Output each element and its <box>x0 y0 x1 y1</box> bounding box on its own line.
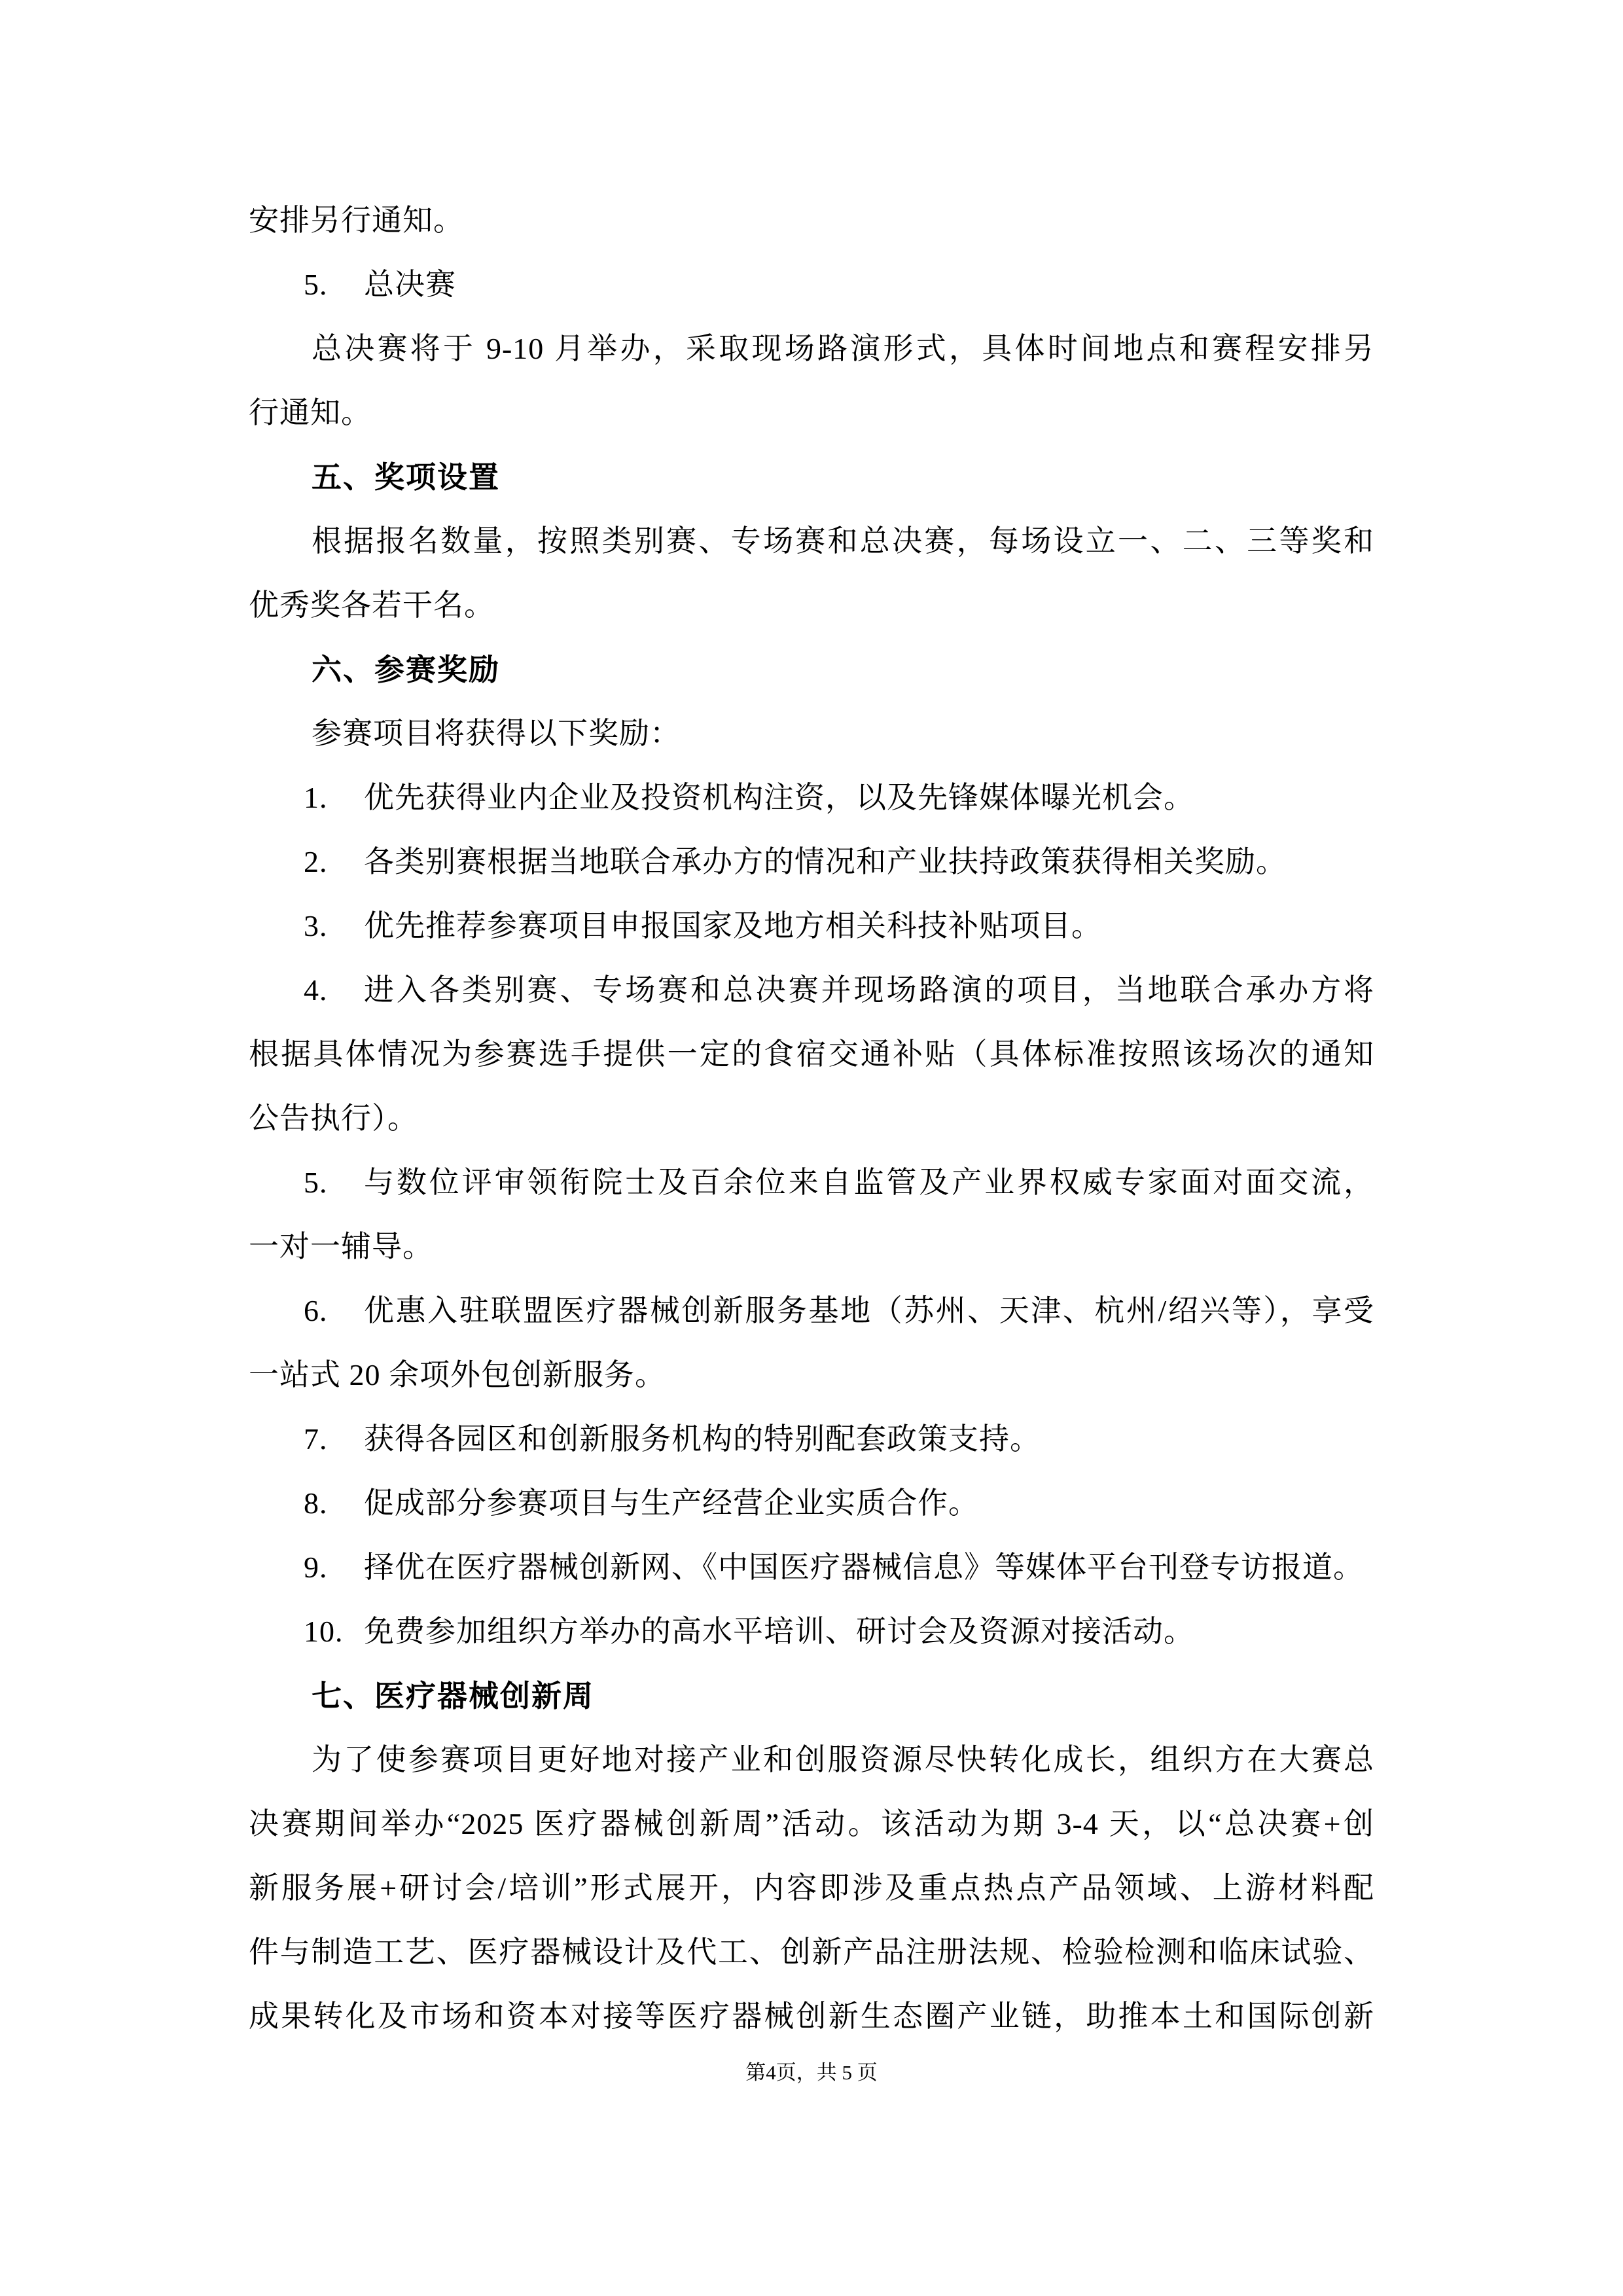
list-item-text: 各类别赛根据当地联合承办方的情况和产业扶持政策获得相关奖励。 <box>364 845 1287 878</box>
list-item-text: 总决赛 <box>364 268 456 301</box>
reward-item-6 <box>249 1279 1374 1343</box>
section-heading-innovation-week: 七、医疗器械创新周 <box>312 1679 594 1713</box>
reward-item-5 <box>249 1151 1374 1215</box>
list-item-text: 择优在医疗器械创新网、《中国医疗器械信息》等媒体平台刊登专访报道。 <box>364 1551 1364 1584</box>
para-innovation-week: 为了使参赛项目更好地对接产业和创服资源尽快转化成长，组织方在大赛总 <box>312 1743 1374 1776</box>
list-number: 10. <box>304 1615 344 1648</box>
page-footer: 第4页，共 5 页 <box>745 2061 878 2084</box>
list-item-text: 优惠入驻联盟医疗器械创新服务基地（苏州、天津、杭州/绍兴等），享受 <box>364 1294 1374 1327</box>
para-continuation-line: 决赛期间举办“2025 医疗器械创新周”活动。该活动为期 3-4 天，以“总决赛+创 <box>249 1807 1374 1840</box>
para-finals-schedule: 总决赛将于 9-10 月举办，采取现场路演形式，具体时间地点和赛程安排另 <box>312 332 1374 365</box>
reward-item-1 <box>249 766 1374 830</box>
list-item-text: 免费参加组织方举办的高水平培训、研讨会及资源对接活动。 <box>364 1615 1194 1648</box>
reward-item-4 <box>249 958 1374 1022</box>
para-continuation-line: 行通知。 <box>249 396 372 429</box>
reward-item-9 <box>249 1535 1374 1600</box>
document-body <box>249 188 1374 2049</box>
para-awards-setup: 根据报名数量，按照类别赛、专场赛和总决赛，每场设立一、二、三等奖和 <box>312 524 1374 558</box>
para-continuation-line: 成果转化及市场和资本对接等医疗器械创新生态圈产业链，助推本土和国际创新 <box>249 2000 1374 2033</box>
reward-item-8 <box>249 1471 1374 1535</box>
list-number: 1. <box>304 781 328 814</box>
reward-item-3 <box>249 894 1374 958</box>
para-continuation-line: 根据具体情况为参赛选手提供一定的食宿交通补贴（具体标准按照该场次的通知 <box>249 1037 1374 1071</box>
para-continuation-line: 公告执行）。 <box>249 1102 418 1135</box>
list-item-text: 与数位评审领衔院士及百余位来自监管及产业界权威专家面对面交流， <box>364 1166 1374 1199</box>
list-item-text: 促成部分参赛项目与生产经营企业实质合作。 <box>364 1486 979 1520</box>
para-continuation-line: 一站式 20 余项外包创新服务。 <box>249 1358 666 1391</box>
list-item-text: 进入各类别赛、专场赛和总决赛并现场路演的项目，当地联合承办方将 <box>364 973 1374 1007</box>
reward-item-7 <box>249 1407 1374 1471</box>
list-number: 6. <box>304 1294 328 1327</box>
list-number: 5. <box>304 268 328 301</box>
list-item-text: 优先推荐参赛项目申报国家及地方相关科技补贴项目。 <box>364 909 1102 942</box>
list-number: 7. <box>304 1422 328 1456</box>
list-item-5-finals <box>249 253 1374 317</box>
list-number: 3. <box>304 909 328 942</box>
para-continuation-line: 一对一辅导。 <box>249 1230 433 1263</box>
list-item-text: 获得各园区和创新服务机构的特别配套政策支持。 <box>364 1422 1041 1456</box>
para-continuation-line: 件与制造工艺、医疗器械设计及代工、创新产品注册法规、检验检测和临床试验、 <box>249 1935 1374 1969</box>
list-item-text: 优先获得业内企业及投资机构注资，以及先锋媒体曝光机会。 <box>364 781 1194 814</box>
list-number: 8. <box>304 1486 328 1520</box>
para-continuation-line: 新服务展+研讨会/培训”形式展开，内容即涉及重点热点产品领域、上游材料配 <box>249 1871 1374 1905</box>
para-continuation-line: 安排另行通知。 <box>249 204 464 237</box>
list-number: 9. <box>304 1551 328 1584</box>
reward-item-10 <box>249 1600 1374 1664</box>
section-heading-awards-setup: 五、奖项设置 <box>312 460 500 494</box>
section-heading-participation-rewards: 六、参赛奖励 <box>312 653 500 687</box>
reward-item-2 <box>249 830 1374 894</box>
para-rewards-intro: 参赛项目将获得以下奖励： <box>312 717 681 750</box>
para-continuation-line: 优秀奖各若干名。 <box>249 588 495 622</box>
list-number: 4. <box>304 973 328 1007</box>
list-number: 5. <box>304 1166 328 1199</box>
list-number: 2. <box>304 845 328 878</box>
